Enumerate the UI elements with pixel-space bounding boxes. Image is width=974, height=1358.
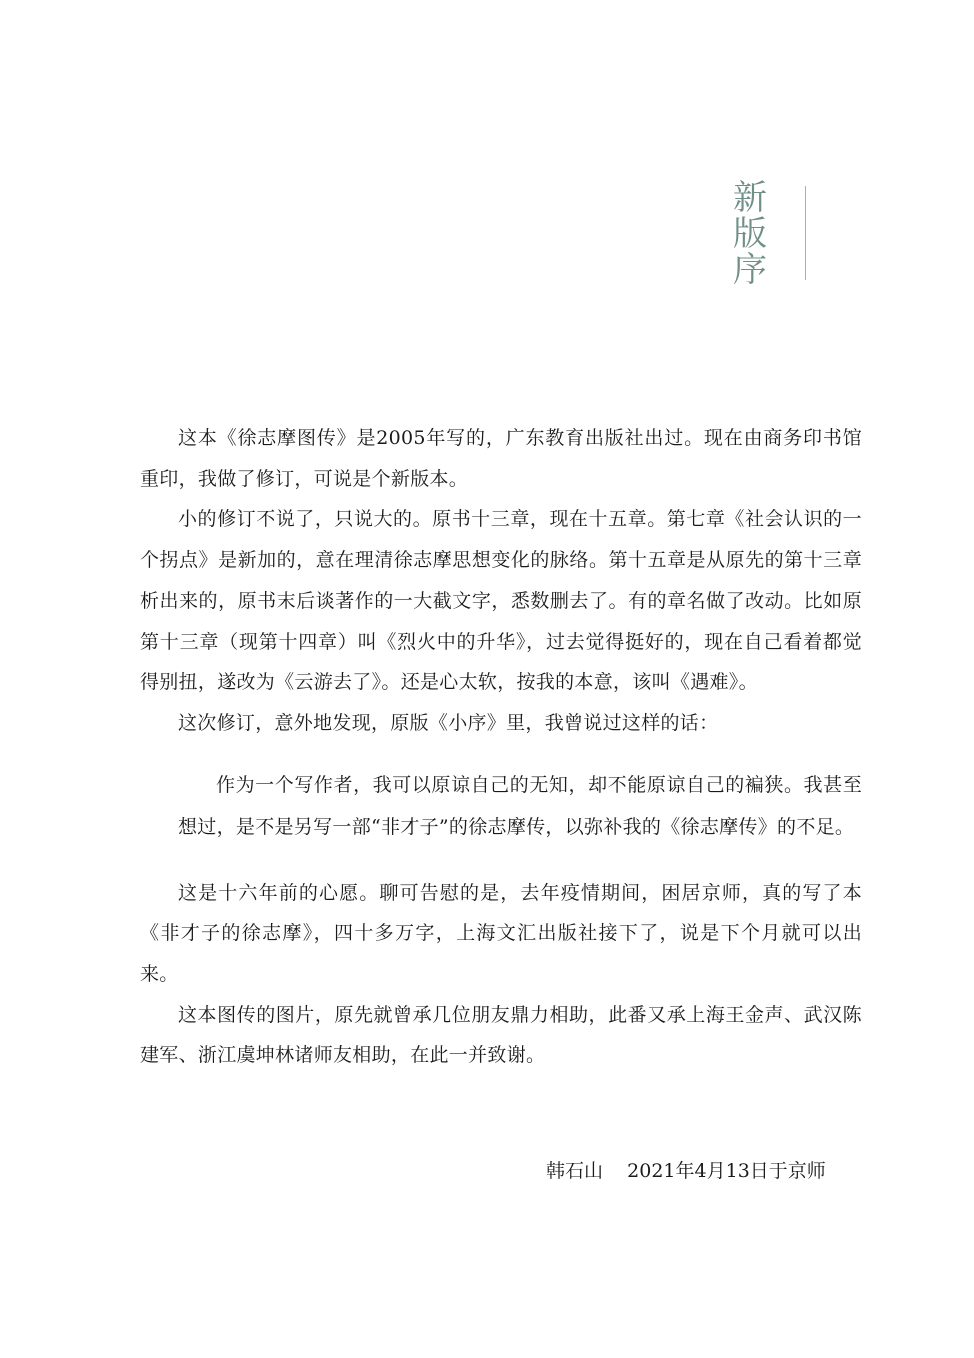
block-quote: 作为一个写作者，我可以原谅自己的无知，却不能原谅自己的褊狭。我甚至想过，是不是另写一部“非才子”的徐志摩传，以弥补我的《徐志摩传》的不足。 bbox=[178, 773, 862, 839]
paragraph-4: 这是十六年前的心愿。聊可告慰的是，去年疫情期间，困居京师，真的写了本《非才子的徐志摩》，四十多万字，上海文汇出版社接下了，说是下个月就可以出来。 bbox=[140, 881, 862, 986]
title-char-1: 新 bbox=[733, 178, 767, 218]
vertical-title bbox=[728, 180, 772, 288]
title-char-3: 序 bbox=[733, 250, 767, 290]
paragraph-1: 这本《徐志摩图传》是2005年写的，广东教育出版社出过。现在由商务印书馆重印，我做了修订，可说是个新版本。 bbox=[140, 427, 862, 490]
author-signature: 韩石山 2021年4月13日于京师 bbox=[546, 1160, 826, 1182]
preface-body bbox=[140, 418, 862, 1076]
title-char-2: 版 bbox=[733, 214, 767, 254]
title-divider-rule bbox=[805, 186, 806, 280]
paragraph-3: 这次修订，意外地发现，原版《小序》里，我曾说过这样的话： bbox=[178, 711, 719, 734]
paragraph-2: 小的修订不说了，只说大的。原书十三章，现在十五章。第七章《社会认识的一个拐点》是新加的，意在理清徐志摩思想变化的脉络。第十五章是从原先的第十三章析出来的，原书末后谈著作的一大截文字，悉数删去了。有的章名做了改动。比如原第十三章（现第十四章）叫《烈火中的升华》，过去觉得挺好的，现在自己看着都觉得别扭，遂改为《云游去了》。还是心太软，按我的本意，该叫《遇难》。 bbox=[140, 508, 862, 694]
paragraph-5: 这本图传的图片，原先就曾承几位朋友鼎力相助，此番又承上海王金声、武汉陈建军、浙江虞坤林诸师友相助，在此一并致谢。 bbox=[140, 1003, 862, 1067]
